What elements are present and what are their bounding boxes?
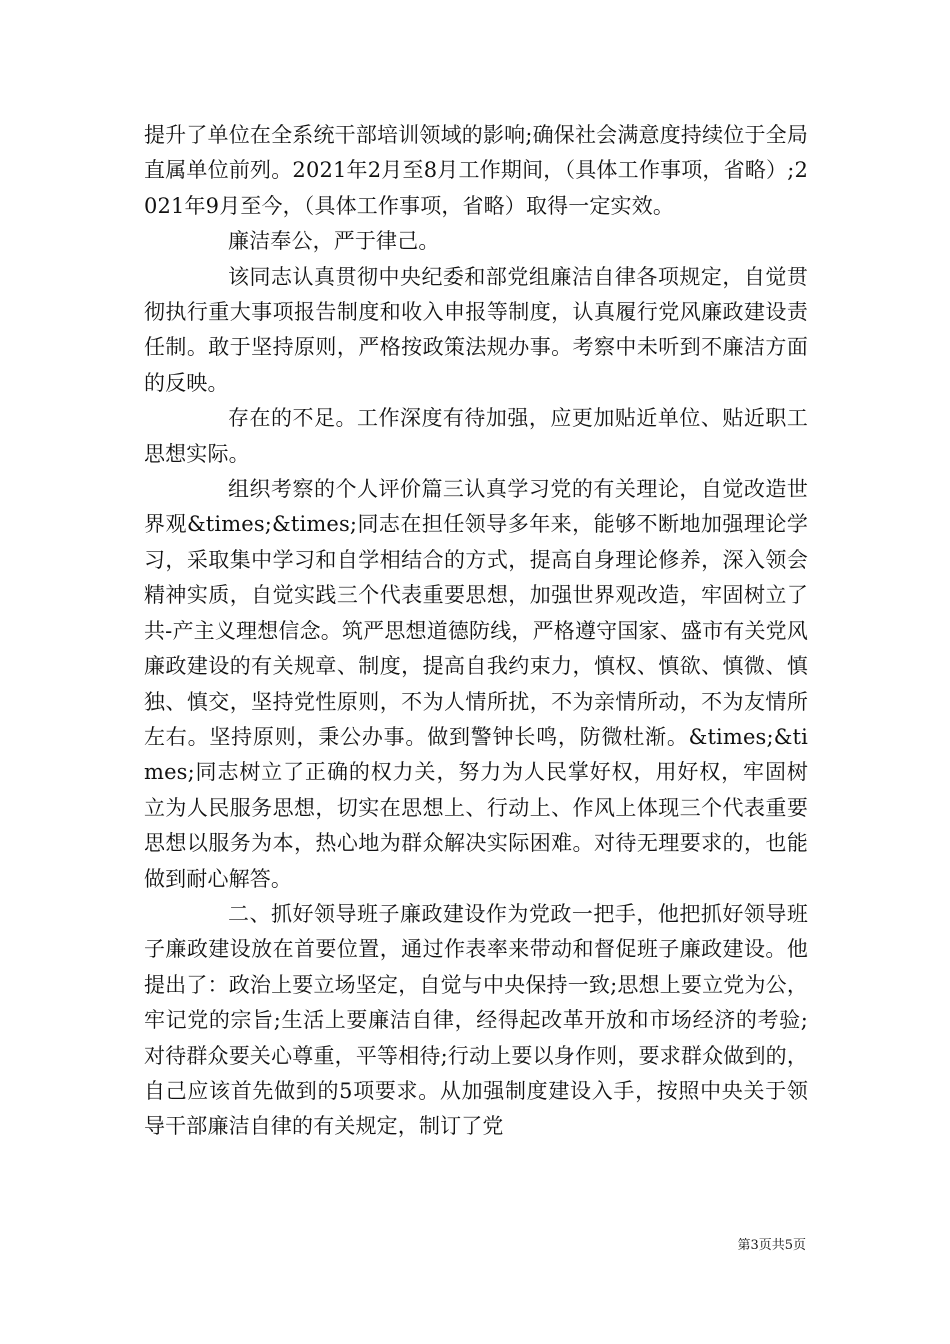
paragraph-3: 该同志认真贯彻中央纪委和部党组廉洁自律各项规定，自觉贯彻执行重大事项报告制度和收入申报等制度，认真履行党风廉政建设责任制。敢于坚持原则，严格按政策法规办事。考察中未听到不廉洁方面的反映。 [144,264,808,395]
paragraph-2: 廉洁奉公，严于律己。 [228,229,440,254]
paragraph-1: 提升了单位在全系统干部培训领域的影响;确保社会满意度持续位于全局直属单位前列。2021年2月至8月工作期间，（具体工作事项，省略）;2021年9月至今，（具体工作事项，省略）取得一定实效。 [144,123,808,218]
paragraph-6: 二、抓好领导班子廉政建设作为党政一把手，他把抓好领导班子廉政建设放在首要位置，通过作表率来带动和督促班子廉政建设。他提出了：政治上要立场坚定，自觉与中央保持一致;思想上要立党为公，牢记党的宗旨;生活上要廉洁自律，经得起改革开放和市场经济的考验;对待群众要关心尊重，平等相待;行动上要以身作则，要求群众做到的，自己应该首先做到的5项要求。从加强制度建设入手，按照中央关于领导干部廉洁自律的有关规定，制订了党 [144,901,808,1139]
paragraph-4: 存在的不足。工作深度有待加强，应更加贴近单位、贴近职工思想实际。 [144,406,808,466]
document-body [144,118,808,1145]
paragraph-5: 组织考察的个人评价篇三认真学习党的有关理论，自觉改造世界观&times;&times;同志在担任领导多年来，能够不断地加强理论学习，采取集中学习和自学相结合的方式，提高自身理论修养，深入领会精神实质，自觉实践三个代表重要思想，加强世界观改造，牢固树立了共-产主义理想信念。筑严思想道德防线，严格遵守国家、盛市有关党风廉政建设的有关规章、制度，提高自我约束力，慎权、慎欲、慎微、慎独、慎交，坚持党性原则，不为人情所扰，不为亲情所动，不为友情所左右。坚持原则，秉公办事。做到警钟长鸣，防微杜渐。&times;&times;同志树立了正确的权力关，努力为人民掌好权，用好权，牢固树立为人民服务思想，切实在思想上、行动上、作风上体现三个代表重要思想以服务为本，热心地为群众解决实际困难。对待无理要求的，也能做到耐心解答。 [144,477,808,891]
page-number: 第3页共5页 [737,1238,806,1253]
